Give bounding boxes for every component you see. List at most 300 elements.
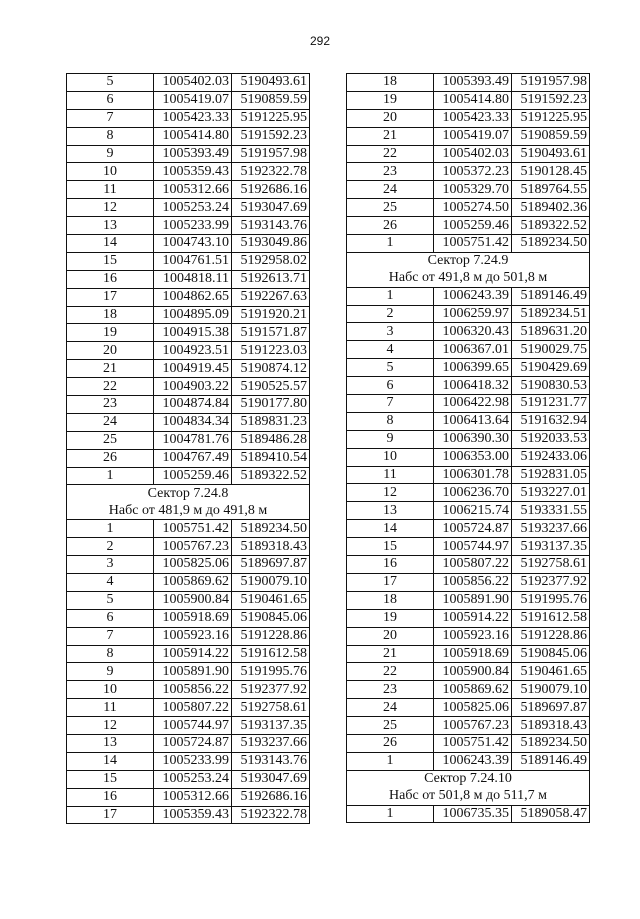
x-coordinate: 1005856.22 — [434, 573, 512, 591]
y-coordinate: 5189322.52 — [232, 467, 310, 485]
y-coordinate: 5190461.65 — [512, 663, 590, 681]
sector-range: Набс от 501,8 м до 511,7 м — [347, 788, 590, 805]
point-number: 21 — [347, 645, 434, 663]
y-coordinate: 5189234.50 — [512, 235, 590, 253]
x-coordinate: 1005767.23 — [434, 717, 512, 735]
table-row — [347, 181, 590, 199]
point-number: 13 — [67, 734, 154, 752]
y-coordinate: 5193143.76 — [232, 217, 310, 235]
y-coordinate: 5191225.95 — [232, 109, 310, 127]
table-row — [347, 199, 590, 217]
y-coordinate: 5192758.61 — [512, 556, 590, 574]
point-number: 19 — [67, 324, 154, 342]
point-number: 12 — [347, 484, 434, 502]
point-number: 26 — [347, 734, 434, 752]
point-number: 1 — [67, 520, 154, 538]
table-row — [67, 396, 310, 414]
x-coordinate: 1005751.42 — [434, 734, 512, 752]
x-coordinate: 1005914.22 — [434, 609, 512, 627]
y-coordinate: 5193137.35 — [512, 538, 590, 556]
table-row — [347, 538, 590, 556]
x-coordinate: 1006301.78 — [434, 466, 512, 484]
x-coordinate: 1005259.46 — [154, 467, 232, 485]
point-number: 20 — [67, 342, 154, 360]
point-number: 22 — [347, 145, 434, 163]
y-coordinate: 5191957.98 — [512, 74, 590, 92]
point-number: 9 — [347, 430, 434, 448]
point-number: 10 — [67, 163, 154, 181]
x-coordinate: 1005891.90 — [434, 591, 512, 609]
x-coordinate: 1005767.23 — [154, 538, 232, 556]
table-row — [347, 395, 590, 413]
point-number: 16 — [67, 788, 154, 806]
x-coordinate: 1005312.66 — [154, 181, 232, 199]
table-row — [67, 306, 310, 324]
table-row — [347, 556, 590, 574]
point-number: 15 — [67, 252, 154, 270]
table-row — [67, 324, 310, 342]
table-row — [347, 752, 590, 770]
point-number: 18 — [347, 74, 434, 92]
point-number: 12 — [67, 199, 154, 217]
point-number: 25 — [347, 199, 434, 217]
x-coordinate: 1006259.97 — [434, 305, 512, 323]
point-number: 20 — [347, 109, 434, 127]
table-row — [67, 538, 310, 556]
table-row — [347, 520, 590, 538]
x-coordinate: 1005419.07 — [434, 127, 512, 145]
table-row — [67, 413, 310, 431]
point-number: 10 — [67, 681, 154, 699]
y-coordinate: 5192377.92 — [232, 681, 310, 699]
y-coordinate: 5189234.51 — [512, 305, 590, 323]
point-number: 3 — [67, 556, 154, 574]
point-number: 23 — [347, 163, 434, 181]
y-coordinate: 5189322.52 — [512, 217, 590, 235]
x-coordinate: 1006243.39 — [434, 287, 512, 305]
y-coordinate: 5190859.59 — [232, 91, 310, 109]
y-coordinate: 5192613.71 — [232, 270, 310, 288]
point-number: 25 — [67, 431, 154, 449]
y-coordinate: 5192267.63 — [232, 288, 310, 306]
x-coordinate: 1005312.66 — [154, 788, 232, 806]
x-coordinate: 1005918.69 — [434, 645, 512, 663]
table-row — [67, 573, 310, 591]
sector-range: Набс от 491,8 м до 501,8 м — [347, 270, 590, 287]
y-coordinate: 5193137.35 — [232, 717, 310, 735]
y-coordinate: 5190079.10 — [512, 681, 590, 699]
point-number: 6 — [347, 377, 434, 395]
y-coordinate: 5189697.87 — [232, 556, 310, 574]
point-number: 24 — [347, 181, 434, 199]
table-row — [347, 573, 590, 591]
table-row — [347, 699, 590, 717]
table-row — [67, 181, 310, 199]
point-number: 14 — [67, 752, 154, 770]
sector-range-row — [347, 788, 590, 805]
table-row — [67, 163, 310, 181]
table-row — [67, 609, 310, 627]
point-number: 25 — [347, 717, 434, 735]
table-row — [347, 717, 590, 735]
y-coordinate: 5191612.58 — [232, 645, 310, 663]
point-number: 18 — [67, 306, 154, 324]
x-coordinate: 1005923.16 — [154, 627, 232, 645]
point-number: 1 — [347, 287, 434, 305]
y-coordinate: 5191592.23 — [512, 91, 590, 109]
table-row — [67, 520, 310, 538]
y-coordinate: 5192433.06 — [512, 448, 590, 466]
y-coordinate: 5192322.78 — [232, 806, 310, 824]
point-number: 17 — [347, 573, 434, 591]
y-coordinate: 5191995.76 — [232, 663, 310, 681]
table-row — [67, 217, 310, 235]
table-row — [67, 235, 310, 253]
x-coordinate: 1006390.30 — [434, 430, 512, 448]
y-coordinate: 5190429.69 — [512, 359, 590, 377]
table-row — [347, 145, 590, 163]
y-coordinate: 5190493.61 — [512, 145, 590, 163]
x-coordinate: 1005329.70 — [434, 181, 512, 199]
point-number: 2 — [67, 538, 154, 556]
y-coordinate: 5191957.98 — [232, 145, 310, 163]
x-coordinate: 1005914.22 — [154, 645, 232, 663]
coordinates-table-right — [346, 73, 590, 823]
table-row — [67, 699, 310, 717]
sector-title: Сектор 7.24.8 — [67, 485, 310, 502]
point-number: 11 — [67, 181, 154, 199]
point-number: 20 — [347, 627, 434, 645]
y-coordinate: 5189234.50 — [512, 734, 590, 752]
y-coordinate: 5191231.77 — [512, 395, 590, 413]
y-coordinate: 5189318.43 — [512, 717, 590, 735]
x-coordinate: 1005253.24 — [154, 199, 232, 217]
table-row — [67, 645, 310, 663]
x-coordinate: 1005856.22 — [154, 681, 232, 699]
x-coordinate: 1005359.43 — [154, 163, 232, 181]
table-row — [67, 717, 310, 735]
x-coordinate: 1005751.42 — [434, 235, 512, 253]
x-coordinate: 1005233.99 — [154, 217, 232, 235]
y-coordinate: 5193047.69 — [232, 199, 310, 217]
point-number: 21 — [347, 127, 434, 145]
x-coordinate: 1005900.84 — [434, 663, 512, 681]
x-coordinate: 1006422.98 — [434, 395, 512, 413]
y-coordinate: 5189234.50 — [232, 520, 310, 538]
x-coordinate: 1006215.74 — [434, 502, 512, 520]
point-number: 16 — [347, 556, 434, 574]
x-coordinate: 1004903.22 — [154, 378, 232, 396]
x-coordinate: 1006353.00 — [434, 448, 512, 466]
table-row — [347, 502, 590, 520]
table-row — [347, 430, 590, 448]
x-coordinate: 1004834.34 — [154, 413, 232, 431]
sector-header-row — [347, 770, 590, 787]
x-coordinate: 1006320.43 — [434, 323, 512, 341]
table-row — [67, 788, 310, 806]
x-coordinate: 1004767.49 — [154, 449, 232, 467]
x-coordinate: 1006367.01 — [434, 341, 512, 359]
x-coordinate: 1004818.11 — [154, 270, 232, 288]
table-row — [67, 431, 310, 449]
x-coordinate: 1005869.62 — [434, 681, 512, 699]
point-number: 7 — [67, 627, 154, 645]
y-coordinate: 5190461.65 — [232, 591, 310, 609]
y-coordinate: 5192033.53 — [512, 430, 590, 448]
point-number: 17 — [67, 288, 154, 306]
x-coordinate: 1005918.69 — [154, 609, 232, 627]
point-number: 16 — [67, 270, 154, 288]
y-coordinate: 5190845.06 — [232, 609, 310, 627]
point-number: 6 — [67, 91, 154, 109]
y-coordinate: 5192758.61 — [232, 699, 310, 717]
y-coordinate: 5192377.92 — [512, 573, 590, 591]
x-coordinate: 1006735.35 — [434, 805, 512, 823]
point-number: 4 — [67, 573, 154, 591]
point-number: 1 — [347, 752, 434, 770]
x-coordinate: 1005825.06 — [154, 556, 232, 574]
point-number: 14 — [347, 520, 434, 538]
x-coordinate: 1005744.97 — [434, 538, 512, 556]
y-coordinate: 5189058.47 — [512, 805, 590, 823]
x-coordinate: 1005923.16 — [434, 627, 512, 645]
y-coordinate: 5189631.20 — [512, 323, 590, 341]
point-number: 23 — [347, 681, 434, 699]
table-row — [67, 591, 310, 609]
table-row — [67, 270, 310, 288]
x-coordinate: 1005423.33 — [434, 109, 512, 127]
point-number: 9 — [67, 663, 154, 681]
x-coordinate: 1005414.80 — [154, 127, 232, 145]
table-row — [347, 91, 590, 109]
point-number: 1 — [347, 805, 434, 823]
sector-title: Сектор 7.24.10 — [347, 770, 590, 787]
point-number: 9 — [67, 145, 154, 163]
table-row — [67, 770, 310, 788]
point-number: 23 — [67, 396, 154, 414]
table-row — [347, 412, 590, 430]
y-coordinate: 5193049.86 — [232, 235, 310, 253]
table-row — [67, 449, 310, 467]
point-number: 13 — [347, 502, 434, 520]
y-coordinate: 5190493.61 — [232, 74, 310, 92]
point-number: 1 — [347, 235, 434, 253]
point-number: 15 — [67, 770, 154, 788]
sector-header-row — [67, 485, 310, 502]
y-coordinate: 5192322.78 — [232, 163, 310, 181]
y-coordinate: 5192958.02 — [232, 252, 310, 270]
x-coordinate: 1005825.06 — [434, 699, 512, 717]
table-row — [347, 591, 590, 609]
table-row — [67, 806, 310, 824]
x-coordinate: 1006243.39 — [434, 752, 512, 770]
coordinates-table-left — [66, 73, 310, 824]
point-number: 24 — [67, 413, 154, 431]
point-number: 7 — [67, 109, 154, 127]
y-coordinate: 5192686.16 — [232, 181, 310, 199]
point-number: 12 — [67, 717, 154, 735]
y-coordinate: 5191225.95 — [512, 109, 590, 127]
point-number: 14 — [67, 235, 154, 253]
y-coordinate: 5192831.05 — [512, 466, 590, 484]
point-number: 1 — [67, 467, 154, 485]
table-row — [67, 556, 310, 574]
table-row — [347, 645, 590, 663]
table-row — [347, 323, 590, 341]
x-coordinate: 1004895.09 — [154, 306, 232, 324]
x-coordinate: 1005393.49 — [154, 145, 232, 163]
point-number: 8 — [347, 412, 434, 430]
y-coordinate: 5190845.06 — [512, 645, 590, 663]
table-row — [347, 163, 590, 181]
x-coordinate: 1004923.51 — [154, 342, 232, 360]
table-row — [67, 288, 310, 306]
x-coordinate: 1005724.87 — [154, 734, 232, 752]
x-coordinate: 1006399.65 — [434, 359, 512, 377]
x-coordinate: 1005259.46 — [434, 217, 512, 235]
x-coordinate: 1004919.45 — [154, 360, 232, 378]
table-row — [67, 752, 310, 770]
point-number: 22 — [347, 663, 434, 681]
point-number: 22 — [67, 378, 154, 396]
point-number: 6 — [67, 609, 154, 627]
x-coordinate: 1005891.90 — [154, 663, 232, 681]
x-coordinate: 1005393.49 — [434, 74, 512, 92]
x-coordinate: 1006236.70 — [434, 484, 512, 502]
table-row — [67, 681, 310, 699]
y-coordinate: 5190874.12 — [232, 360, 310, 378]
sector-range-row — [347, 270, 590, 287]
point-number: 13 — [67, 217, 154, 235]
y-coordinate: 5189410.54 — [232, 449, 310, 467]
y-coordinate: 5191228.86 — [512, 627, 590, 645]
x-coordinate: 1005807.22 — [434, 556, 512, 574]
point-number: 8 — [67, 645, 154, 663]
table-row — [67, 734, 310, 752]
y-coordinate: 5190525.57 — [232, 378, 310, 396]
y-coordinate: 5193227.01 — [512, 484, 590, 502]
x-coordinate: 1005751.42 — [154, 520, 232, 538]
table-row — [347, 609, 590, 627]
point-number: 19 — [347, 91, 434, 109]
x-coordinate: 1006413.64 — [434, 412, 512, 430]
table-row — [347, 466, 590, 484]
y-coordinate: 5189697.87 — [512, 699, 590, 717]
table-row — [347, 627, 590, 645]
table-row — [67, 360, 310, 378]
point-number: 4 — [347, 341, 434, 359]
y-coordinate: 5193047.69 — [232, 770, 310, 788]
sector-range-row — [67, 502, 310, 519]
y-coordinate: 5193237.66 — [512, 520, 590, 538]
y-coordinate: 5192686.16 — [232, 788, 310, 806]
table-row — [347, 484, 590, 502]
x-coordinate: 1005419.07 — [154, 91, 232, 109]
y-coordinate: 5189318.43 — [232, 538, 310, 556]
y-coordinate: 5191223.03 — [232, 342, 310, 360]
point-number: 26 — [67, 449, 154, 467]
y-coordinate: 5193143.76 — [232, 752, 310, 770]
x-coordinate: 1005423.33 — [154, 109, 232, 127]
point-number: 7 — [347, 395, 434, 413]
y-coordinate: 5190177.80 — [232, 396, 310, 414]
y-coordinate: 5191592.23 — [232, 127, 310, 145]
x-coordinate: 1005233.99 — [154, 752, 232, 770]
x-coordinate: 1005869.62 — [154, 573, 232, 591]
x-coordinate: 1005359.43 — [154, 806, 232, 824]
point-number: 11 — [347, 466, 434, 484]
y-coordinate: 5193237.66 — [232, 734, 310, 752]
table-row — [67, 199, 310, 217]
point-number: 17 — [67, 806, 154, 824]
point-number: 8 — [67, 127, 154, 145]
y-coordinate: 5189486.28 — [232, 431, 310, 449]
point-number: 26 — [347, 217, 434, 235]
table-row — [67, 74, 310, 92]
x-coordinate: 1005900.84 — [154, 591, 232, 609]
y-coordinate: 5191571.87 — [232, 324, 310, 342]
point-number: 10 — [347, 448, 434, 466]
table-row — [347, 681, 590, 699]
table-row — [67, 378, 310, 396]
table-row — [347, 448, 590, 466]
table-row — [67, 91, 310, 109]
table-row — [347, 305, 590, 323]
x-coordinate: 1005744.97 — [154, 717, 232, 735]
x-coordinate: 1005807.22 — [154, 699, 232, 717]
y-coordinate: 5191995.76 — [512, 591, 590, 609]
table-row — [347, 287, 590, 305]
x-coordinate: 1005253.24 — [154, 770, 232, 788]
sector-range: Набс от 481,9 м до 491,8 м — [67, 502, 310, 519]
sector-title: Сектор 7.24.9 — [347, 252, 590, 269]
point-number: 3 — [347, 323, 434, 341]
table-row — [347, 805, 590, 823]
y-coordinate: 5189831.23 — [232, 413, 310, 431]
table-row — [67, 663, 310, 681]
x-coordinate: 1005402.03 — [434, 145, 512, 163]
table-row — [347, 359, 590, 377]
y-coordinate: 5190830.53 — [512, 377, 590, 395]
y-coordinate: 5191920.21 — [232, 306, 310, 324]
x-coordinate: 1004915.38 — [154, 324, 232, 342]
point-number: 5 — [67, 74, 154, 92]
y-coordinate: 5191632.94 — [512, 412, 590, 430]
table-row — [347, 109, 590, 127]
table-row — [67, 252, 310, 270]
x-coordinate: 1004874.84 — [154, 396, 232, 414]
table-row — [347, 127, 590, 145]
point-number: 2 — [347, 305, 434, 323]
y-coordinate: 5189146.49 — [512, 287, 590, 305]
y-coordinate: 5193331.55 — [512, 502, 590, 520]
x-coordinate: 1006418.32 — [434, 377, 512, 395]
point-number: 24 — [347, 699, 434, 717]
table-row — [67, 109, 310, 127]
point-number: 5 — [67, 591, 154, 609]
point-number: 21 — [67, 360, 154, 378]
x-coordinate: 1005274.50 — [434, 199, 512, 217]
x-coordinate: 1004781.76 — [154, 431, 232, 449]
y-coordinate: 5190859.59 — [512, 127, 590, 145]
y-coordinate: 5190079.10 — [232, 573, 310, 591]
point-number: 19 — [347, 609, 434, 627]
y-coordinate: 5189402.36 — [512, 199, 590, 217]
y-coordinate: 5190029.75 — [512, 341, 590, 359]
table-row — [67, 127, 310, 145]
table-row — [347, 74, 590, 92]
point-number: 18 — [347, 591, 434, 609]
